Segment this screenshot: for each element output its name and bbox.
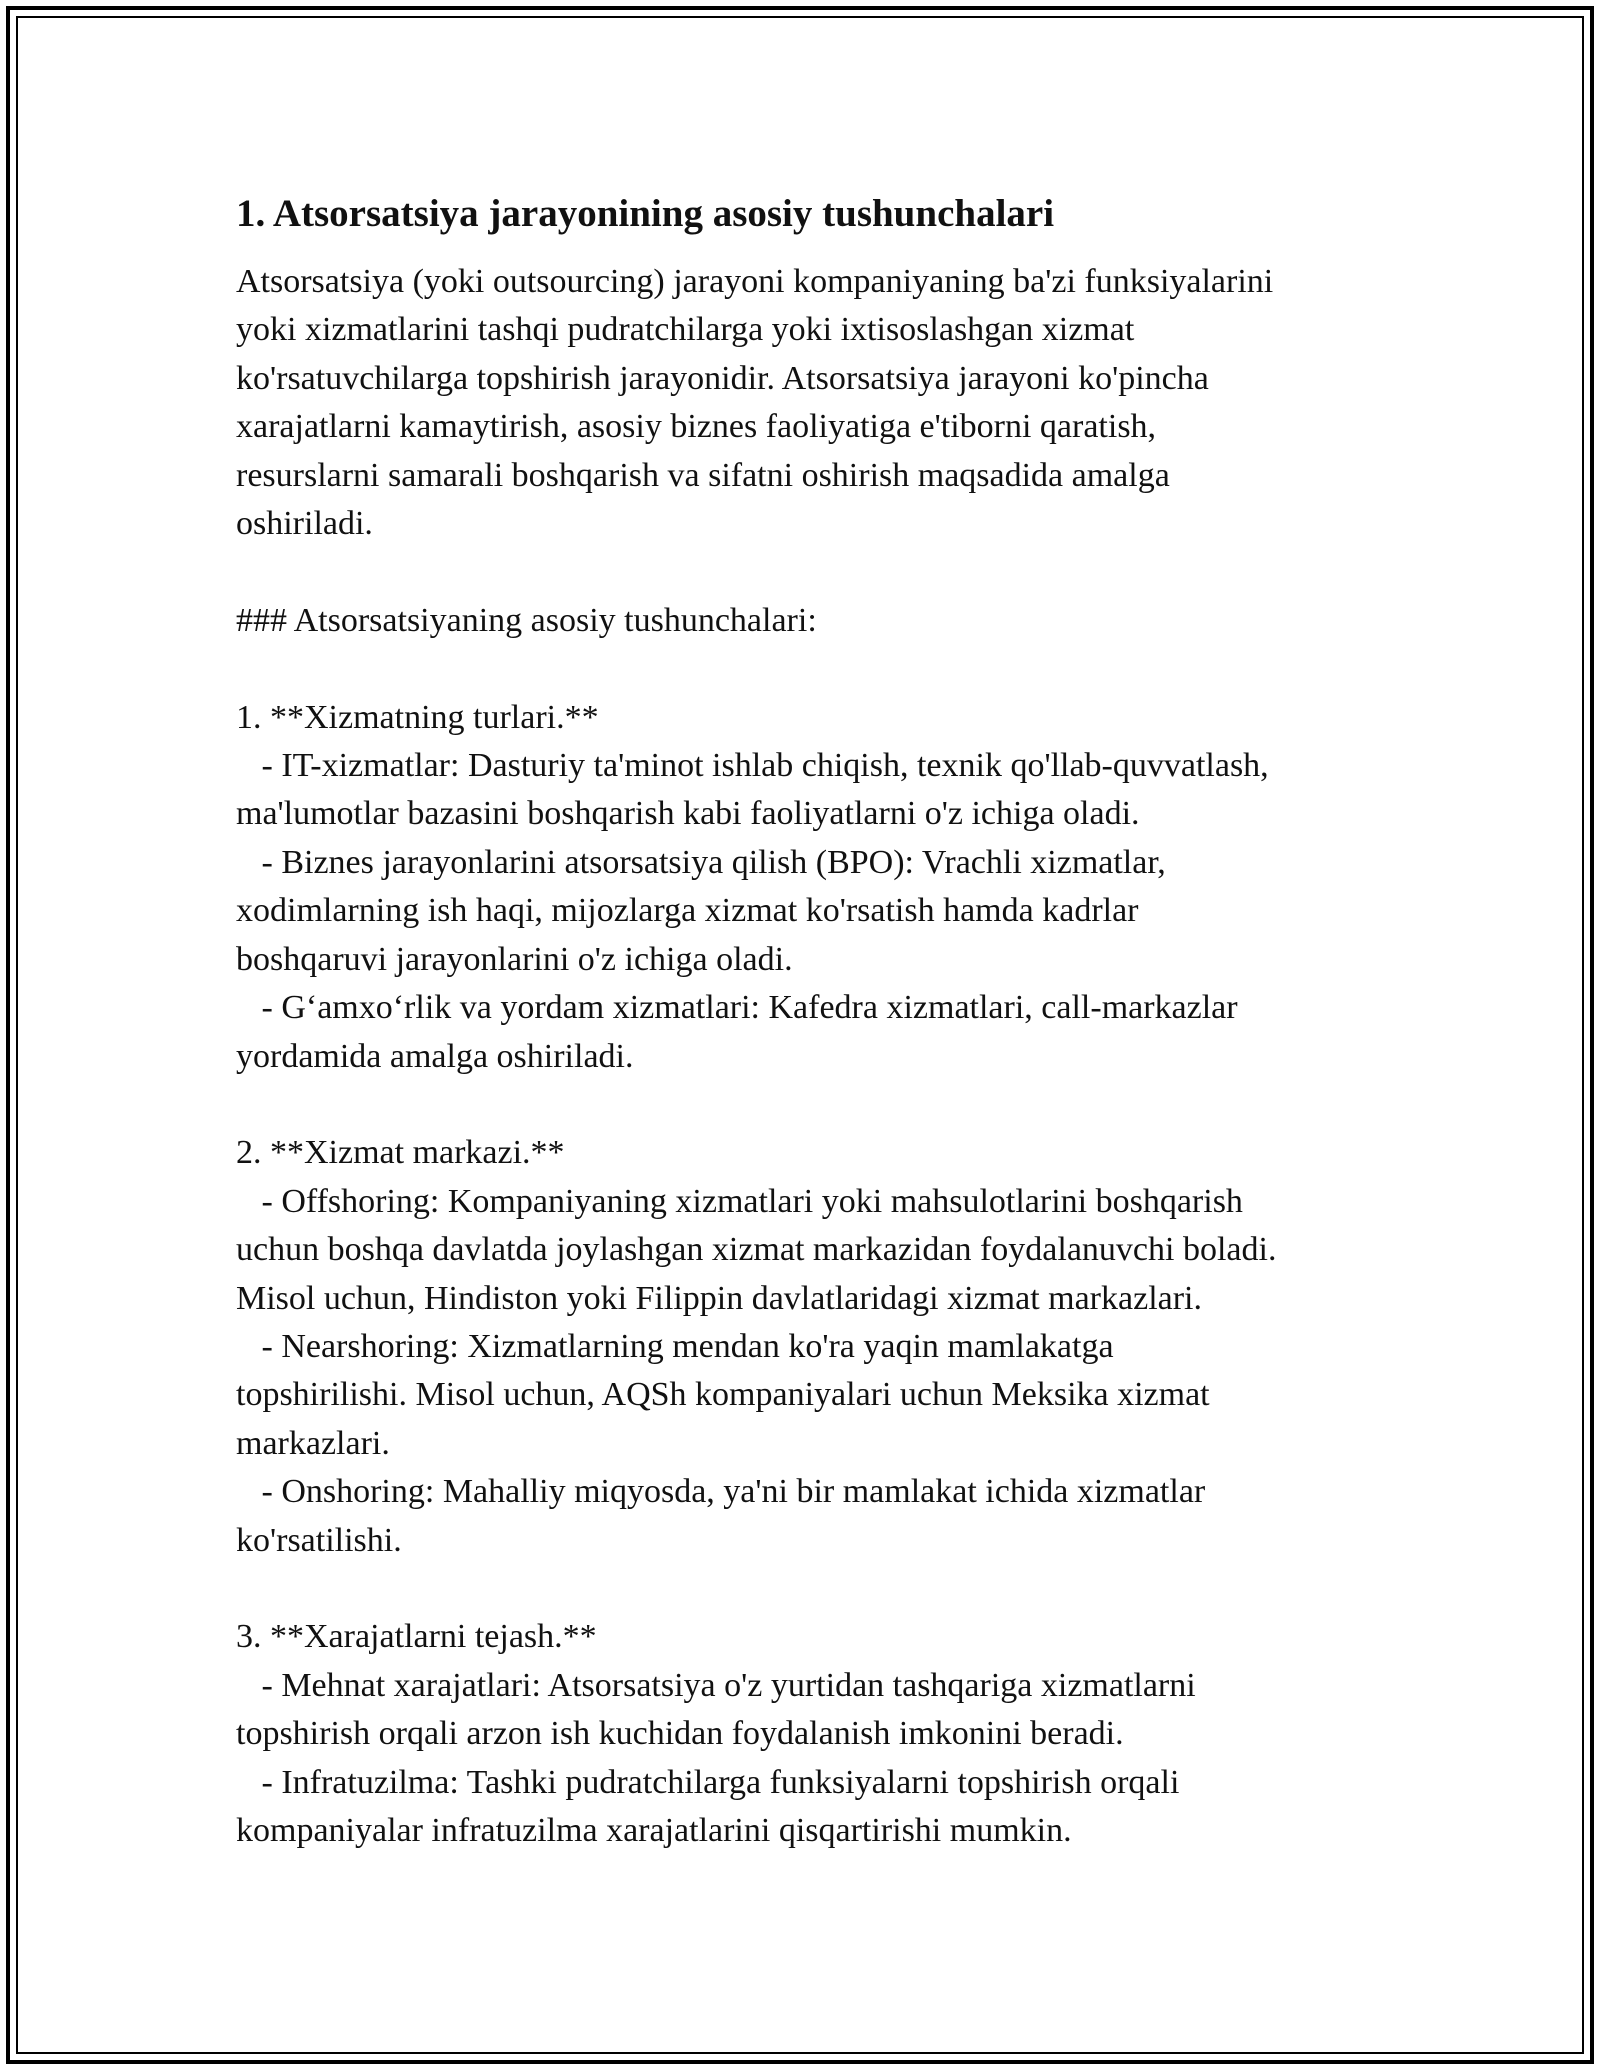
document-page bbox=[236, 188, 1386, 1855]
document-body-text: Atsorsatsiya (yoki outsourcing) jarayoni kompaniyaning ba'zi funksiyalarini yoki xizmatlarini tashqi pudratchilarga yoki ixtisoslashgan xizmat ko'rsatuvchilarga topshirish jarayonidir. Atsorsatsiya jarayoni ko'pincha xarajatlarni kamaytirish, asosiy biznes faoliyatiga e'tiborni qaratish, resurslarni samarali boshqarish va sifatni oshirish maqsadida amalga oshiriladi. ### Atsorsatsiyaning asosiy tushunchalari: 1. **Xizmatning turlari.** - IT-xizmatlar: Dasturiy ta'minot ishlab chiqish, texnik qo'llab-quvvatlash, ma'lumotlar bazasini boshqarish kabi faoliyatlarni o'z ichiga oladi. - Biznes jarayonlarini atsorsatsiya qilish (BPO): Vrachli xizmatlar, xodimlarning ish haqi, mijozlarga xizmat ko'rsatish hamda kadrlar boshqaruvi jarayonlarini o'z ichiga oladi. - G‘amxo‘rlik va yordam xizmatlari: Kafedra xizmatlari, call-markazlar yordamida amalga oshiriladi. 2. **Xizmat markazi.** - Offshoring: Kompaniyaning xizmatlari yoki mahsulotlarini boshqarish uchun boshqa davlatda joylashgan xizmat markazidan foydalanuvchi boladi. Misol uchun, Hindiston yoki Filippin davlatlaridagi xizmat markazlari. - Nearshoring: Xizmatlarning mendan ko'ra yaqin mamlakatga topshirilishi. Misol uchun, AQSh kompaniyalari uchun Meksika xizmat markazlari. - Onshoring: Mahalliy miqyosda, ya'ni bir mamlakat ichida xizmatlar ko'rsatilishi. 3. **Xarajatlarni tejash.** - Mehnat xarajatlari: Atsorsatsiya o'z yurtidan tashqariga xizmatlarni topshirish orqali arzon ish kuchidan foydalanish imkonini beradi. - Infratuzilma: Tashki pudratchilarga funksiyalarni topshirish orqali kompaniyalar infratuzilma xarajatlarini qisqartirishi mumkin. bbox=[236, 263, 1277, 1849]
section-title: 1. Atsorsatsiya jarayonining asosiy tushunchalari bbox=[236, 192, 1055, 235]
